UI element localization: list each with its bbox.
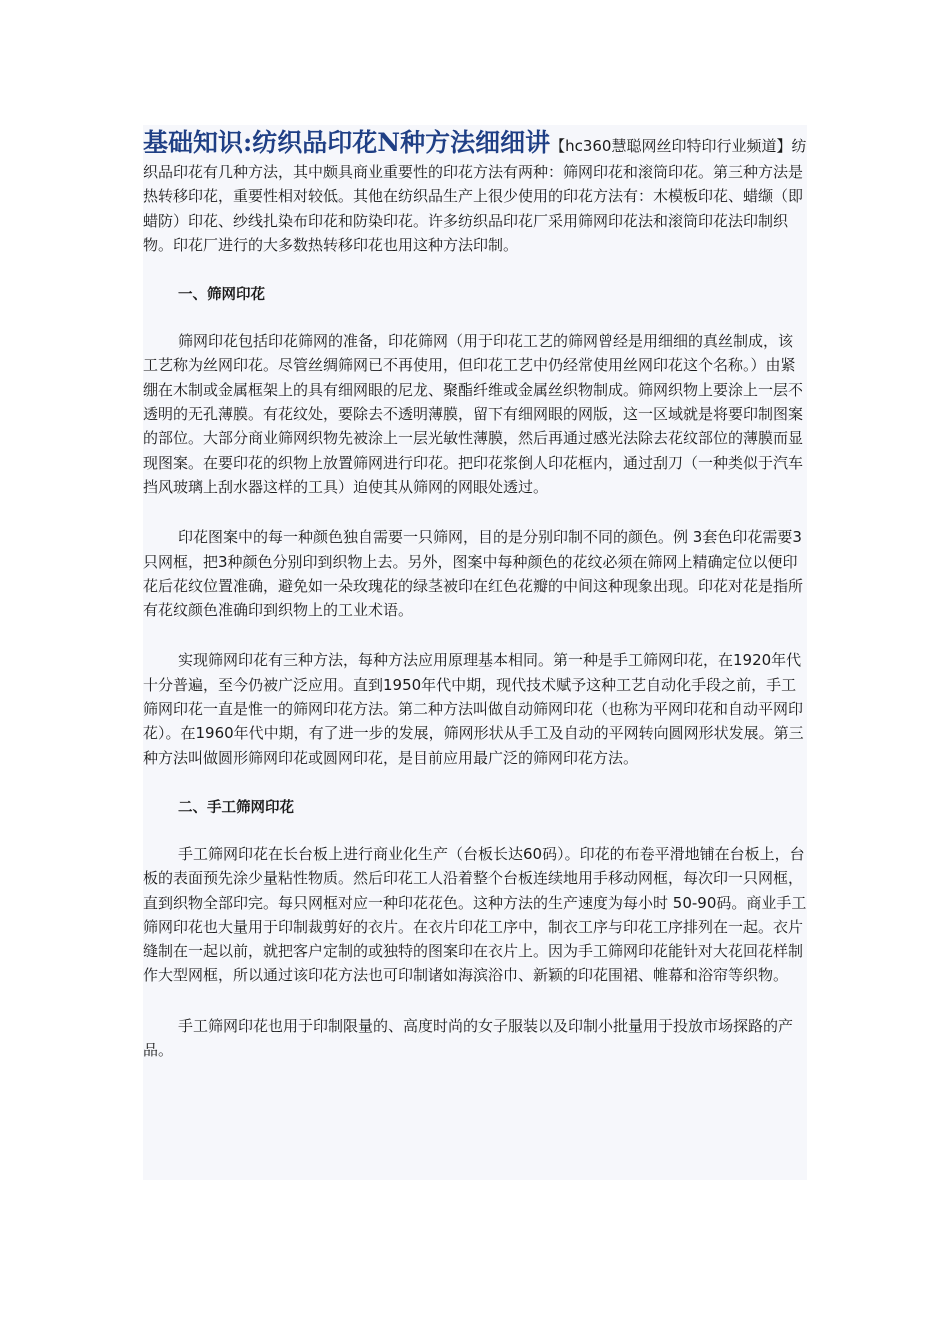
paragraph: 手工筛网印花也用于印制限量的、高度时尚的女子服装以及印制小批量用于投放市场探路的产品。 <box>143 1016 794 1060</box>
article-source: 【hc360慧聪网丝印特印行业频道】 <box>550 137 792 155</box>
article-title: 基础知识:纺织品印花N种方法细细讲 <box>143 128 551 157</box>
document-body <box>143 125 807 1062</box>
section-heading-screen-printing: 一、筛网印花 <box>178 287 265 304</box>
paragraph: 实现筛网印花有三种方法，每种方法应用原理基本相同。第一种是手工筛网印花，在1920年代十分普遍，至今仍被广泛应用。直到1950年代中期，现代技术赋予这种工艺自动化手段之前，手工筛网印花一直是惟一的筛网印花方法。第二种方法叫做自动筛网印花（也称为平网印花和自动平网印花）。在1960年代中期，有了进一步的发展，筛网形状从手工及自动的平网转向圆网形状发展。第三种方法叫做圆形筛网印花或圆网印花，是目前应用最广泛的筛网印花方法。 <box>143 651 804 767</box>
article-intro: 纺织品印花有几种方法，其中颇具商业重要性的印花方法有两种：筛网印花和滚筒印花。第三种方法是热转移印花，重要性相对较低。其他在纺织品生产上很少使用的印花方法有：木模板印花、蜡缬（即蜡防）印花、纱线扎染布印花和防染印花。许多纺织品印花厂采用筛网印花法和滚筒印花法印制织物。印花厂进行的大多数热转移印花也用这种方法印制。 <box>143 137 807 254</box>
article-lead <box>143 125 807 257</box>
section-heading-hand-screen-printing: 二、手工筛网印花 <box>178 799 294 816</box>
paragraph: 手工筛网印花在长台板上进行商业化生产（台板长达60码）。印花的布卷平滑地铺在台板上，台板的表面预先涂少量粘性物质。然后印花工人沿着整个台板连续地用手移动网框，每次印一只网框，直到织物全部印完。每只网框对应一种印花花色。这种方法的生产速度为每小时 50-90码。商业手工筛网印花也大量用于印制裁剪好的衣片。在衣片印花工序中，制衣工序与印花工序排列在一起。衣片缝制在一起以前，就把客户定制的或独特的图案印在衣片上。因为手工筛网印花能针对大花回花样制作大型网框，所以通过该印花方法也可印制诸如海滨浴巾、新颖的印花围裙、帷幕和浴帘等织物。 <box>143 844 807 985</box>
paragraph: 印花图案中的每一种颜色独自需要一只筛网，目的是分别印制不同的颜色。例 3套色印花需要3只网框，把3种颜色分别印到织物上去。另外，图案中每种颜色的花纹必须在筛网上精确定位以便印花后花纹位置准确，避免如一朵玫瑰花的绿茎被印在红色花瓣的中间这种现象出现。印花对花是指所有花纹颜色准确印到织物上的工业术语。 <box>143 528 804 620</box>
paragraph: 筛网印花包括印花筛网的准备，印花筛网（用于印花工艺的筛网曾经是用细细的真丝制成，该工艺称为丝网印花。尽管丝绸筛网已不再使用，但印花工艺中仍经常使用丝网印花这个名称。）由紧绷在木制或金属框架上的具有细网眼的尼龙、聚酯纤维或金属丝织物制成。筛网织物上要涂上一层不透明的无孔薄膜。有花纹处，要除去不透明薄膜，留下有细网眼的网版，这一区域就是将要印制图案的部位。大部分商业筛网织物先被涂上一层光敏性薄膜，然后再通过感光法除去花纹部位的薄膜而显现图案。在要印花的织物上放置筛网进行印花。把印花浆倒人印花框内，通过刮刀（一种类似于汽车挡风玻璃上刮水器这样的工具）迫使其从筛网的网眼处透过。 <box>143 332 804 496</box>
